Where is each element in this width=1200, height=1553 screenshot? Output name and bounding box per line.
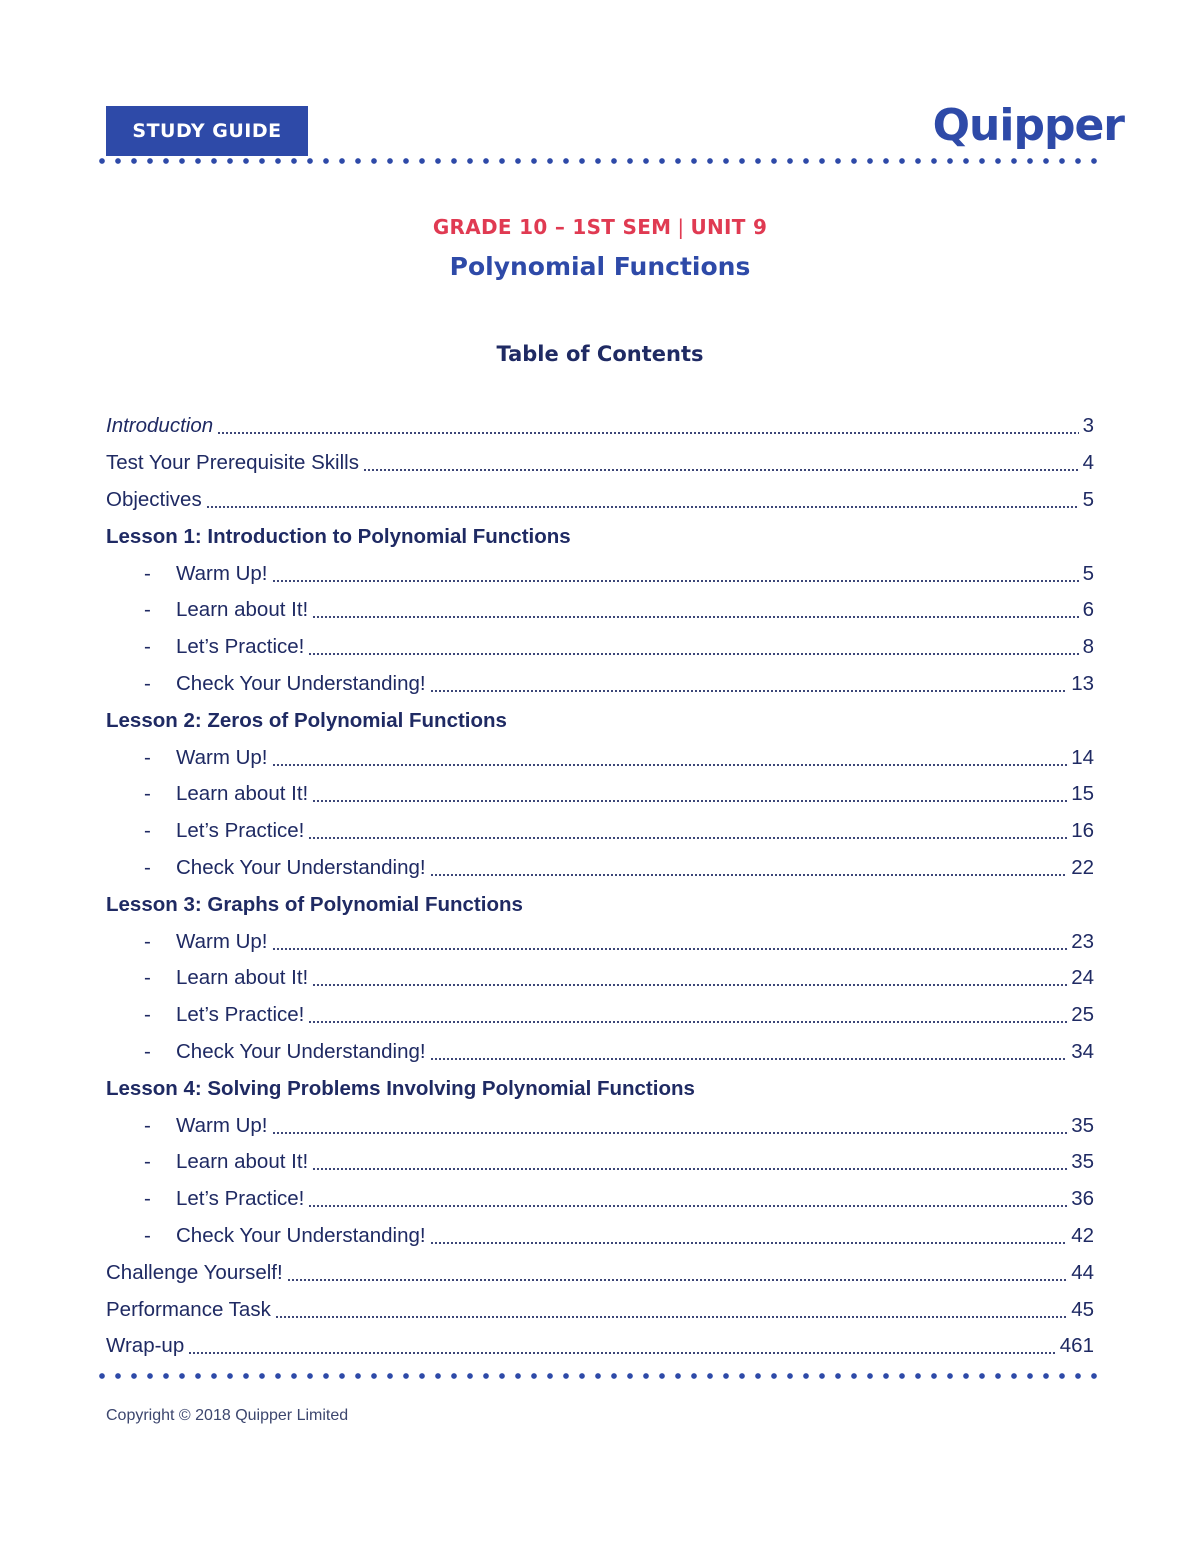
toc-entry-label: Warm Up! (176, 745, 268, 769)
toc-entry[interactable] (106, 445, 1094, 482)
toc-dot-leader (308, 837, 1067, 839)
toc-page-number: 35 (1071, 1113, 1094, 1137)
toc-entry-label: Check Your Understanding! (176, 855, 426, 879)
toc-entry-label: Test Your Prerequisite Skills (106, 451, 359, 475)
toc-entry[interactable] (106, 1328, 1094, 1365)
toc-lesson-heading[interactable] (106, 1070, 1094, 1107)
toc-dot-leader (308, 653, 1078, 655)
toc-entry-label: Lesson 3: Graphs of Polynomial Functions (106, 892, 523, 916)
toc-entry[interactable] (106, 482, 1094, 519)
toc-entry-label: Check Your Understanding! (176, 671, 426, 695)
toc-page-number: 5 (1082, 561, 1094, 585)
toc-entry-label: Objectives (106, 487, 202, 511)
toc-entry-label: Warm Up! (176, 929, 268, 953)
toc-entry[interactable] (106, 850, 1094, 887)
toc-bullet-dash: - (144, 635, 151, 659)
toc-dot-leader (272, 764, 1068, 766)
toc-bullet-dash: - (144, 598, 151, 622)
toc-dot-leader (312, 984, 1067, 986)
toc-bullet-dash: - (144, 745, 151, 769)
toc-entry-label: Warm Up! (176, 561, 268, 585)
toc-entry[interactable] (106, 1254, 1094, 1291)
toc-dot-leader (430, 1058, 1068, 1060)
toc-page-number: 45 (1071, 1297, 1094, 1321)
toc-page-number: 42 (1071, 1223, 1094, 1247)
toc-title: Table of Contents (496, 342, 704, 366)
toc-entry[interactable] (106, 666, 1094, 703)
footer-dotted-divider (94, 1373, 1106, 1379)
toc-entry[interactable] (106, 629, 1094, 666)
toc-entry-label: Learn about It! (176, 782, 309, 806)
toc-page-number: 8 (1082, 635, 1094, 659)
toc-entry[interactable] (106, 1291, 1094, 1328)
toc-dot-leader (217, 432, 1078, 434)
study-guide-badge: STUDY GUIDE (106, 106, 308, 156)
toc-page-number: 5 (1082, 487, 1094, 511)
toc-entry-label: Warm Up! (176, 1113, 268, 1137)
toc-entry[interactable] (106, 960, 1094, 997)
page-title: Polynomial Functions (449, 252, 751, 281)
toc-entry-label: Lesson 4: Solving Problems Involving Polynomial Functions (106, 1076, 695, 1100)
toc-dot-leader (312, 616, 1078, 618)
toc-bullet-dash: - (144, 855, 151, 879)
toc-dot-leader (272, 1132, 1068, 1134)
table-of-contents (106, 408, 1094, 1365)
toc-entry[interactable] (106, 1181, 1094, 1218)
grade-label: GRADE 10 – 1ST SEM (432, 215, 672, 239)
toc-dot-leader (430, 1242, 1068, 1244)
toc-entry[interactable] (106, 408, 1094, 445)
toc-entry[interactable] (106, 997, 1094, 1034)
toc-page-number: 35 (1071, 1150, 1094, 1174)
toc-bullet-dash: - (144, 966, 151, 990)
toc-bullet-dash: - (144, 561, 151, 585)
toc-bullet-dash: - (144, 1039, 151, 1063)
toc-page-number: 23 (1071, 929, 1094, 953)
toc-entry-label: Let’s Practice! (176, 635, 305, 659)
toc-entry[interactable] (106, 1034, 1094, 1071)
toc-dot-leader (308, 1021, 1067, 1023)
toc-dot-leader (363, 469, 1079, 471)
toc-bullet-dash: - (144, 782, 151, 806)
toc-entry[interactable] (106, 739, 1094, 776)
toc-bullet-dash: - (144, 929, 151, 953)
unit-separator: | (677, 215, 685, 239)
header-dotted-divider (94, 158, 1106, 164)
toc-page-number: 44 (1071, 1260, 1094, 1284)
toc-bullet-dash: - (144, 1223, 151, 1247)
toc-page-number: 15 (1071, 782, 1094, 806)
toc-dot-leader (272, 580, 1079, 582)
toc-entry-label: Lesson 1: Introduction to Polynomial Functions (106, 524, 571, 548)
toc-bullet-dash: - (144, 671, 151, 695)
toc-page-number: 461 (1059, 1334, 1094, 1358)
toc-lesson-heading[interactable] (106, 702, 1094, 739)
toc-entry[interactable] (106, 555, 1094, 592)
toc-lesson-heading[interactable] (106, 518, 1094, 555)
toc-page-number: 6 (1082, 598, 1094, 622)
toc-entry-label: Learn about It! (176, 598, 309, 622)
toc-bullet-dash: - (144, 819, 151, 843)
toc-entry-label: Lesson 2: Zeros of Polynomial Functions (106, 708, 507, 732)
toc-entry-label: Let’s Practice! (176, 819, 305, 843)
toc-page-number: 22 (1071, 855, 1094, 879)
toc-page-number: 25 (1071, 1003, 1094, 1027)
toc-bullet-dash: - (144, 1113, 151, 1137)
toc-dot-leader (206, 506, 1079, 508)
toc-entry[interactable] (106, 1144, 1094, 1181)
toc-dot-leader (188, 1352, 1056, 1354)
toc-page-number: 3 (1082, 414, 1094, 438)
toc-page-number: 4 (1082, 451, 1094, 475)
toc-page-number: 24 (1071, 966, 1094, 990)
toc-dot-leader (312, 800, 1067, 802)
toc-entry[interactable] (106, 1218, 1094, 1255)
toc-page-number: 34 (1071, 1039, 1094, 1063)
toc-page-number: 14 (1071, 745, 1094, 769)
toc-dot-leader (272, 948, 1068, 950)
toc-lesson-heading[interactable] (106, 886, 1094, 923)
unit-heading (0, 215, 1200, 239)
toc-entry-label: Learn about It! (176, 1150, 309, 1174)
toc-entry-label: Let’s Practice! (176, 1187, 305, 1211)
toc-entry[interactable] (106, 1107, 1094, 1144)
toc-entry-label: Introduction (106, 414, 214, 438)
toc-entry[interactable] (106, 923, 1094, 960)
toc-entry-label: Learn about It! (176, 966, 309, 990)
toc-entry-label: Check Your Understanding! (176, 1223, 426, 1247)
copyright-notice: Copyright © 2018 Quipper Limited (106, 1407, 349, 1424)
toc-dot-leader (275, 1316, 1067, 1318)
toc-dot-leader (308, 1205, 1067, 1207)
toc-bullet-dash: - (144, 1003, 151, 1027)
toc-entry[interactable] (106, 592, 1094, 629)
toc-entry-label: Challenge Yourself! (106, 1260, 283, 1284)
toc-bullet-dash: - (144, 1150, 151, 1174)
toc-dot-leader (430, 690, 1068, 692)
unit-label: UNIT 9 (690, 215, 768, 239)
toc-dot-leader (430, 874, 1068, 876)
toc-bullet-dash: - (144, 1187, 151, 1211)
toc-entry-label: Wrap-up (106, 1334, 185, 1358)
toc-entry-label: Check Your Understanding! (176, 1039, 426, 1063)
toc-page-number: 36 (1071, 1187, 1094, 1211)
toc-entry[interactable] (106, 776, 1094, 813)
quipper-logo: Quipper (932, 100, 1124, 151)
toc-page-number: 16 (1071, 819, 1094, 843)
toc-entry-label: Let’s Practice! (176, 1003, 305, 1027)
toc-dot-leader (312, 1168, 1067, 1170)
toc-entry-label: Performance Task (106, 1297, 271, 1321)
toc-entry[interactable] (106, 813, 1094, 850)
toc-page-number: 13 (1071, 671, 1094, 695)
toc-dot-leader (287, 1279, 1068, 1281)
